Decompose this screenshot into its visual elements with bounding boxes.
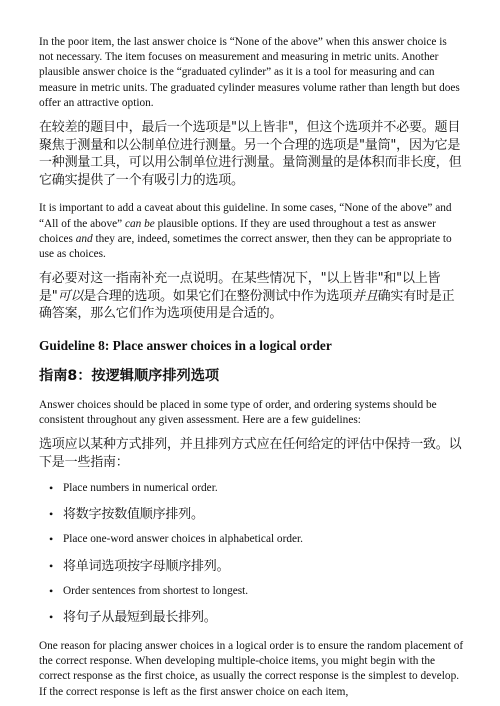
paragraph-ordering-intro-zh: 选项应以某种方式排列，并且排列方式应在任何给定的评估中保持一致。以下是一些指南： [39, 437, 462, 470]
list-item: • Order sentences from shortest to longest. [39, 584, 464, 599]
list-item: • 将数字按数值顺序排列。 [39, 506, 464, 524]
caveat-zh-emphasis-bingqie: 并且 [352, 288, 378, 304]
list-item: • Place one-word answer choices in alphabetical order. [39, 532, 464, 547]
caveat-en-emphasis-and: and [75, 232, 93, 245]
caveat-zh-emphasis-keyi: 可以 [57, 288, 84, 304]
ordering-guidelines-list [39, 481, 464, 627]
paragraph-poor-item-zh: 在较差的题目中，最后一个选项是"以上皆非"，但这个选项并不必要。题目聚焦于测量和以公制单位进行测量。另一个合理的选项是"量筒"，因为它是一种测量工具，可以用公制单位进行测量。量筒测量的是体积而非长度，但它确实提供了一个有吸引力的选项。 [39, 120, 462, 188]
paragraph-caveat-zh [39, 270, 464, 323]
caveat-en-part-2: plausible options. If they are used throughout a test as answer choices [39, 217, 436, 245]
caveat-en-emphasis-can-be: can be [124, 217, 155, 230]
paragraph-ordering-intro-en: Answer choices should be placed in some type of order, and ordering systems should be consistent throughout any given assessment. Here are a few guidelines: [39, 398, 437, 427]
list-item: • 将句子从最短到最长排列。 [39, 609, 464, 627]
caveat-en-part-1: It is important to add a caveat about this guideline. In some cases, “None of the above” and “All of the above” [39, 202, 452, 230]
guideline-heading-zh: 指南8：按逻辑顺序排列选项 [39, 367, 220, 384]
caveat-zh-part-1: 有必要对这一指南补充一点说明。在某些情况下，"以上皆非"和"以上皆是" [39, 271, 441, 304]
list-item: • 将单词选项按字母顺序排列。 [39, 558, 464, 576]
paragraph-caveat-en [39, 201, 464, 262]
caveat-zh-part-3: 确实有时是正确答案，那么它们作为选项使用是合适的。 [39, 288, 455, 322]
caveat-zh-part-2: 是合理的选项。如果它们在整份测试中作为选项 [83, 288, 353, 304]
list-item: • Place numbers in numerical order. [39, 481, 464, 496]
paragraph-logical-order-reason-en: One reason for placing answer choices in a logical order is to ensure the random placement of the correct response. When developing multiple-choice items, you might begin with the correct response as the first choice, as usually the correct response is the simplest to develop. If the correct response is left as the first answer choice on each item, [39, 639, 464, 698]
caveat-en-part-3: they are, indeed, sometimes the correct answer, then they can be appropriate to use as choices. [39, 232, 452, 260]
guideline-heading-en: Guideline 8: Place answer choices in a logical order [39, 337, 332, 353]
paragraph-poor-item-en: In the poor item, the last answer choice is “None of the above” when this answer choice is not necessary. The item focuses on measurement and measuring in metric units. Another plausible answer choice is the “graduated cylinder” as it is a tool for measuring and can measure in metric units. The graduated cylinder measures volume rather than length but does offer an attractive option. [39, 36, 460, 109]
